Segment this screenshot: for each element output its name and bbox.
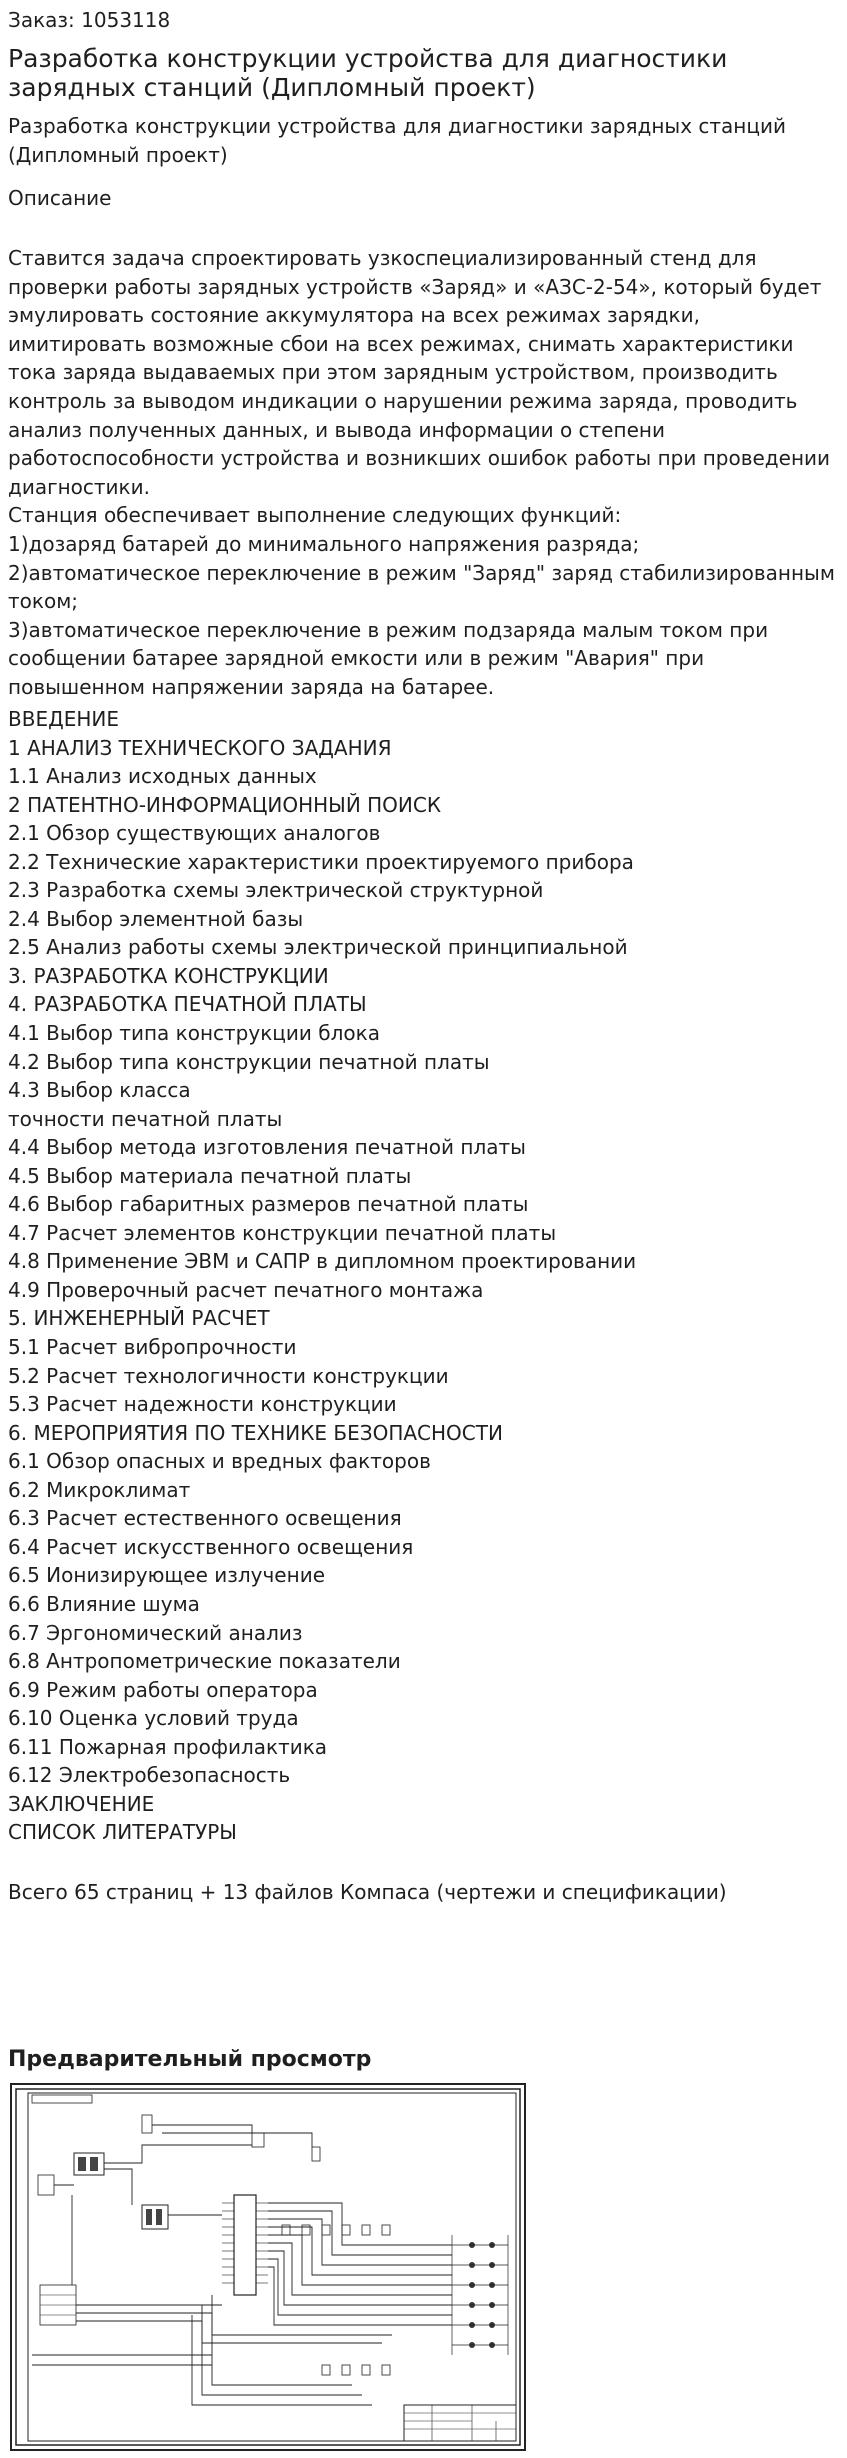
toc-item: 1.1 Анализ исходных данных (8, 764, 317, 789)
table-of-contents (8, 705, 840, 1847)
toc-item: 1 АНАЛИЗ ТЕХНИЧЕСКОГО ЗАДАНИЯ (8, 735, 392, 760)
toc-item: 6. МЕРОПРИЯТИЯ ПО ТЕХНИКЕ БЕЗОПАСНОСТИ (8, 1420, 503, 1445)
order-number: Заказ: 1053118 (8, 8, 171, 32)
toc-item: 6.10 Оценка условий труда (8, 1706, 299, 1731)
preview-heading: Предварительный просмотр (8, 2047, 372, 2072)
toc-item: ВВЕДЕНИЕ (8, 707, 119, 731)
toc-item: 6.1 Обзор опасных и вредных факторов (8, 1449, 431, 1474)
toc-item: 4.2 Выбор типа конструкции печатной платы (8, 1049, 490, 1074)
toc-item: 6.7 Эргономический анализ (8, 1620, 303, 1645)
toc-item: 4.8 Применение ЭВМ и САПР в дипломном проектировании (8, 1249, 637, 1274)
toc-item: 4.5 Выбор материала печатной платы (8, 1163, 412, 1188)
toc-item: 4.7 Расчет элементов конструкции печатной платы (8, 1220, 557, 1245)
description-paragraph: 3)автоматическое переключение в режим подзаряда малым током при сообщении батарее зарядной емкости или в режим "Авария" при повышенном напряжении заряда на батарее. (8, 617, 769, 699)
toc-item: СПИСОК ЛИТЕРАТУРЫ (8, 1820, 237, 1845)
toc-item: 4.1 Выбор типа конструкции блока (8, 1021, 380, 1046)
description-paragraph: Станция обеспечивает выполнение следующих функций: (8, 503, 622, 528)
description-heading: Описание (8, 186, 112, 210)
total-pages: Всего 65 страниц + 13 файлов Компаса (чертежи и спецификации) (8, 1880, 727, 1904)
toc-item: 6.11 Пожарная профилактика (8, 1734, 328, 1759)
toc-item: 6.6 Влияние шума (8, 1591, 200, 1616)
description-paragraph: 1)дозаряд батарей до минимального напряжения разряда; (8, 531, 640, 556)
toc-item: 6.12 Электробезопасность (8, 1763, 291, 1788)
toc-item: 5. ИНЖЕНЕРНЫЙ РАСЧЕТ (8, 1306, 270, 1331)
schematic-drawing (12, 2085, 524, 2449)
toc-item: 6.9 Режим работы оператора (8, 1677, 318, 1702)
page-subtitle: Разработка конструкции устройства для диагностики зарядных станций (Дипломный проект) (8, 114, 786, 167)
toc-item: 4.4 Выбор метода изготовления печатной платы (8, 1135, 526, 1160)
toc-item: 3. РАЗРАБОТКА КОНСТРУКЦИИ (8, 963, 329, 988)
toc-item: 6.4 Расчет искусственного освещения (8, 1534, 414, 1559)
description-paragraph: Ставится задача спроектировать узкоспециализированный стенд для проверки работы зарядных устройств «Заряд» и «АЗС-2-54», который будет эмулировать состояние аккумулятора на всех режимах зарядки, имитировать возможные сбои на всех режимах, снимать характеристики тока заряда выдаваемых при этом зарядным устройством, производить контроль за выводом индикации о нарушении режима заряда, проводить анализ полученных данных, и вывода информации о степени работоспособности устройства и возникших ошибок работы при проведении диагностики. (8, 246, 831, 499)
toc-item: 2.5 Анализ работы схемы электрической принципиальной (8, 935, 628, 960)
toc-item: 2.3 Разработка схемы электрической структурной (8, 878, 544, 903)
page-title: Разработка конструкции устройства для диагностики зарядных станций (Дипломный проект) (8, 44, 728, 102)
toc-item: 2.2 Технические характеристики проектируемого прибора (8, 849, 634, 874)
toc-item: 4. РАЗРАБОТКА ПЕЧАТНОЙ ПЛАТЫ (8, 992, 367, 1017)
toc-item: 2 ПАТЕНТНО-ИНФОРМАЦИОННЫЙ ПОИСК (8, 792, 442, 817)
toc-item: 4.3 Выбор класса (8, 1078, 191, 1103)
toc-item: 6.2 Микроклимат (8, 1477, 191, 1502)
toc-item: 4.6 Выбор габаритных размеров печатной платы (8, 1192, 529, 1217)
toc-item: 4.9 Проверочный расчет печатного монтажа (8, 1277, 484, 1302)
toc-item: 6.3 Расчет естественного освещения (8, 1506, 402, 1531)
toc-item: 2.1 Обзор существующих аналогов (8, 821, 381, 846)
toc-item: 6.5 Ионизирующее излучение (8, 1563, 325, 1588)
toc-item: 6.8 Антропометрические показатели (8, 1649, 401, 1674)
toc-item: 5.1 Расчет вибропрочности (8, 1335, 297, 1360)
description-paragraph: 2)автоматическое переключение в режим "Заряд" заряд стабилизированным током; (8, 560, 835, 614)
toc-item: ЗАКЛЮЧЕНИЕ (8, 1791, 155, 1816)
preview-image[interactable] (10, 2083, 526, 2451)
toc-item: точности печатной платы (8, 1106, 283, 1131)
toc-item: 5.2 Расчет технологичности конструкции (8, 1363, 449, 1388)
toc-item: 5.3 Расчет надежности конструкции (8, 1392, 397, 1417)
toc-item: 2.4 Выбор элементной базы (8, 906, 304, 931)
description-body (8, 244, 840, 702)
